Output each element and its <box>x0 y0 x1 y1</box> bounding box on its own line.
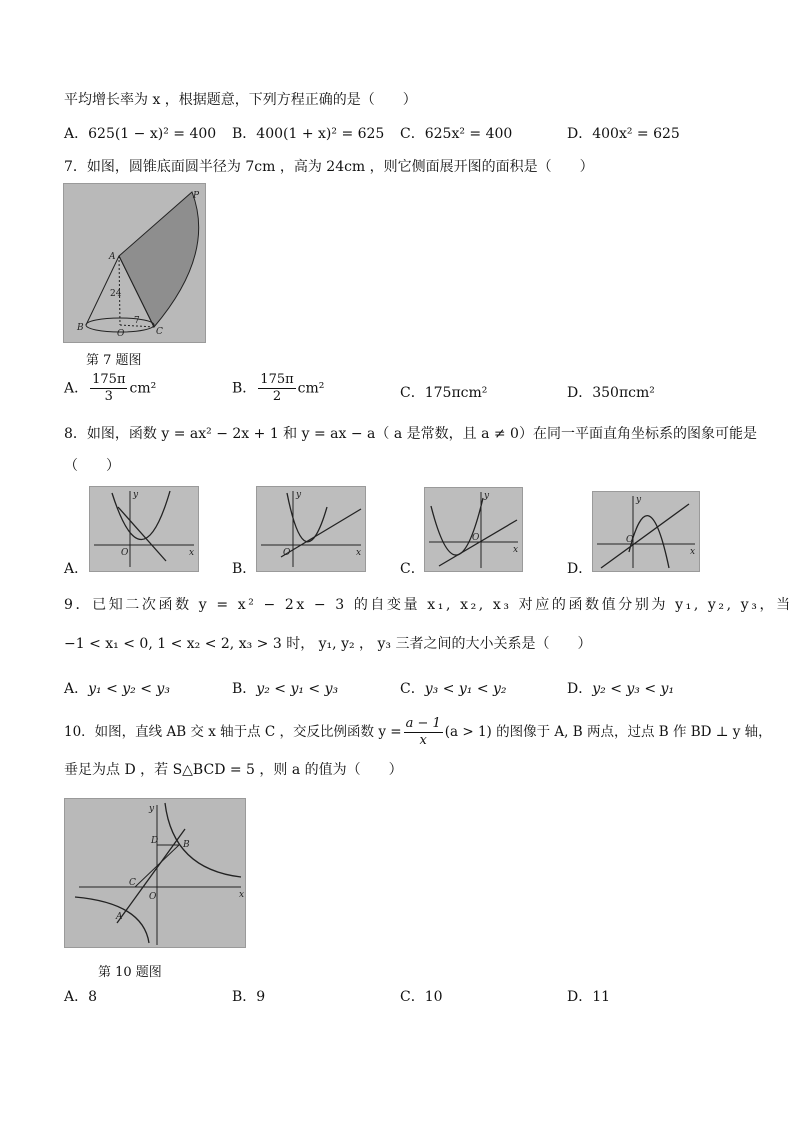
q6-option-a[interactable] <box>64 123 216 143</box>
option-letter: A． <box>64 380 89 397</box>
q7-option-d[interactable] <box>567 382 655 402</box>
label-O: O <box>149 892 157 902</box>
axis-y: y <box>484 491 490 501</box>
label-height: 24 <box>110 289 122 299</box>
option-fraction: $\frac{175\pi}{2}$ <box>260 372 294 404</box>
q8-option-d[interactable]: D． <box>567 561 593 577</box>
q10-option-d[interactable] <box>567 986 610 1006</box>
q10-option-c[interactable] <box>400 986 443 1006</box>
axis-y: y <box>636 495 642 505</box>
q8-graph-a[interactable] <box>89 486 199 572</box>
q9-stem-cont: −1 < x₁ < 0, 1 < x₂ < 2, x₃ > 3 时， y₁, y₂ ， y₃ 三者之间的大小关系是（ ） <box>64 636 592 652</box>
label-O: O <box>117 329 125 339</box>
option-text: 625x² = 400 <box>424 126 513 142</box>
axis-y: y <box>133 490 139 500</box>
q8-graph-d[interactable] <box>592 491 700 572</box>
option-letter: C． <box>400 126 425 142</box>
axis-x: x <box>513 545 519 555</box>
option-letter: D． <box>567 385 593 401</box>
axis-y: y <box>296 490 302 500</box>
option-letter: D． <box>567 681 593 697</box>
option-text: 175πcm² <box>424 385 488 401</box>
option-text: 8 <box>88 989 98 1005</box>
q10-stem-part-b: (a > 1) 的图像于 A, B 两点，过点 B 作 BD ⊥ y 轴， <box>444 724 772 740</box>
q10-stem-part-a: 10．如图，直线 AB 交 x 轴于点 C ，交反比例函数 y = <box>64 724 402 740</box>
axis-x: x <box>356 548 362 558</box>
option-text: y₃ < y₁ < y₂ <box>424 681 507 697</box>
option-letter: A． <box>64 126 89 142</box>
q6-option-b[interactable] <box>232 123 384 143</box>
label-A: A <box>109 252 116 262</box>
label-P: P <box>193 191 200 201</box>
option-text: 9 <box>256 989 266 1005</box>
option-text: 625(1 − x)² = 400 <box>88 126 217 142</box>
label-D: D <box>151 836 159 846</box>
q8-stem: 8．如图，函数 y = ax² − 2x + 1 和 y = ax − a（ a 是常数，且 a ≠ 0）在同一平面直角坐标系的图象可能是 <box>64 426 757 442</box>
axis-x: x <box>189 548 195 558</box>
option-text: 350πcm² <box>592 385 655 401</box>
option-text: 10 <box>424 989 443 1005</box>
q6-option-d[interactable] <box>567 123 680 143</box>
axis-y: y <box>149 804 155 814</box>
q10-figure <box>64 798 246 948</box>
option-letter: B． <box>232 989 257 1005</box>
option-letter: B． <box>232 380 257 397</box>
label-A: A <box>116 912 123 922</box>
q8-option-b[interactable]: B． <box>232 561 257 577</box>
label-B: B <box>183 840 190 850</box>
option-text: y₂ < y₁ < y₃ <box>256 681 339 697</box>
q9-option-b[interactable] <box>232 678 338 698</box>
q7-option-c[interactable] <box>400 382 487 402</box>
q7-option-a[interactable] <box>64 372 156 405</box>
q7-stem: 7．如图，圆锥底面圆半径为 7cm ，高为 24cm ，则它侧面展开图的面积是（ ） <box>64 159 594 175</box>
option-text: 400(1 + x)² = 625 <box>256 126 385 142</box>
option-text: 400x² = 625 <box>592 126 680 142</box>
q9-option-a[interactable] <box>64 678 170 698</box>
q8-stem-cont: （ ） <box>64 458 120 474</box>
option-text: 11 <box>592 989 611 1005</box>
option-letter: D． <box>567 989 593 1005</box>
option-letter: A． <box>64 681 89 697</box>
label-C: C <box>156 327 163 337</box>
axis-x: x <box>690 547 696 557</box>
q9-stem: 9．已知二次函数 y = x² − 2x − 3 的自变量 x₁, x₂, x₃ 对应的函数值分别为 y₁, y₂, y₃，当 <box>64 597 793 613</box>
axis-x: x <box>239 890 245 900</box>
q6-option-c[interactable] <box>400 123 512 143</box>
q10-fraction: $\frac{a - 1}{x}$ <box>405 716 441 748</box>
option-fraction: $\frac{175\pi}{3}$ <box>92 372 126 404</box>
option-letter: C． <box>400 385 425 401</box>
q7-cone-figure <box>63 183 206 343</box>
q8-option-c[interactable]: C． <box>400 561 425 577</box>
option-letter: C． <box>400 989 425 1005</box>
q10-caption: 第 10 题图 <box>98 965 162 980</box>
origin: O <box>472 533 480 543</box>
option-text: y₂ < y₃ < y₁ <box>592 681 675 697</box>
q8-graph-b[interactable] <box>256 486 366 572</box>
option-letter: B． <box>232 681 257 697</box>
label-C: C <box>129 878 136 888</box>
q7-caption: 第 7 题图 <box>86 353 142 368</box>
q10-option-b[interactable] <box>232 986 265 1006</box>
option-letter: A． <box>64 989 89 1005</box>
option-unit: cm² <box>297 380 325 397</box>
origin: O <box>121 548 129 558</box>
q9-option-d[interactable] <box>567 678 674 698</box>
q10-option-a[interactable] <box>64 986 97 1006</box>
origin: O <box>283 548 291 558</box>
label-B: B <box>77 323 84 333</box>
option-letter: D． <box>567 126 593 142</box>
q8-graph-c[interactable] <box>424 487 523 572</box>
option-letter: C． <box>400 681 425 697</box>
origin: O <box>626 535 634 545</box>
option-letter: B． <box>232 126 257 142</box>
option-text: y₁ < y₂ < y₃ <box>88 681 170 697</box>
label-radius: 7 <box>134 316 140 326</box>
q10-stem-cont: 垂足为点 D ，若 S△BCD = 5 ，则 a 的值为（ ） <box>64 762 403 778</box>
q10-stem <box>64 716 772 749</box>
q6-stem: 平均增长率为 x ，根据题意，下列方程正确的是（ ） <box>64 92 417 108</box>
q7-option-b[interactable] <box>232 372 324 405</box>
q9-option-c[interactable] <box>400 678 507 698</box>
q8-option-a[interactable]: A． <box>64 561 89 577</box>
option-unit: cm² <box>129 380 157 397</box>
